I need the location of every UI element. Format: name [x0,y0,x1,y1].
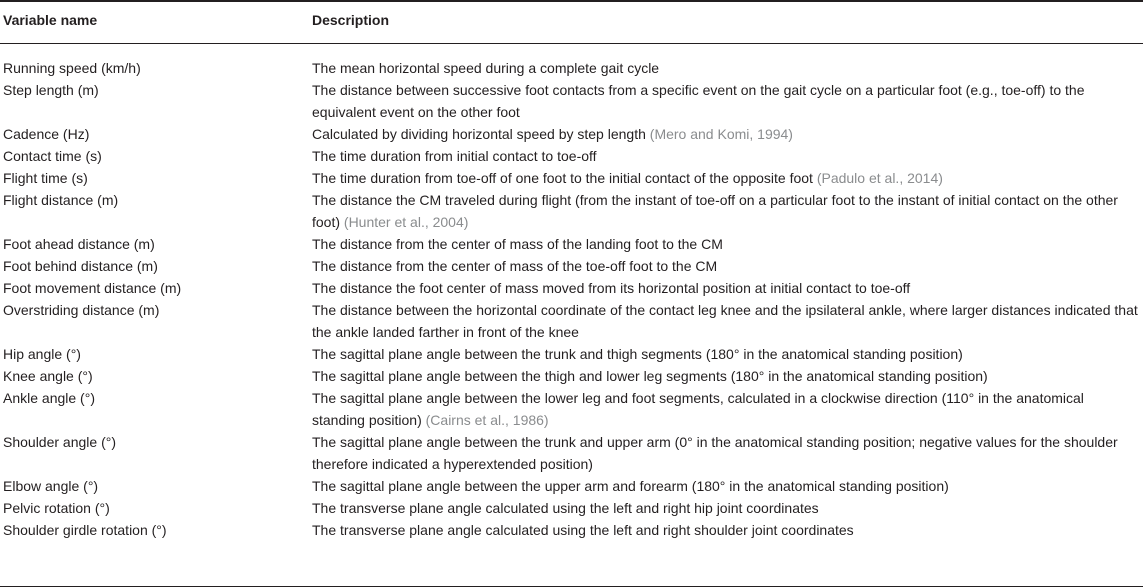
variable-name-cell: Hip angle (°) [3,346,81,362]
description-cell [312,343,1138,365]
table-row [0,519,1143,541]
description-cell [312,233,1138,255]
description-text: The distance between successive foot contacts from a specific event on the gait cycle on a particular foot (e.g., toe-off) to the equivalent event on the other foot [312,82,1085,120]
table-row [0,343,1143,365]
variable-name-cell: Shoulder girdle rotation (°) [3,522,167,538]
citation-link[interactable]: (Hunter et al., 2004) [343,214,469,230]
description-cell [312,431,1138,475]
variable-name-cell: Foot behind distance (m) [3,258,158,274]
description-text: The sagittal plane angle between the trunk and thigh segments (180° in the anatomical standing position) [312,346,963,362]
variable-name-cell: Overstriding distance (m) [3,302,160,318]
description-text: The transverse plane angle calculated using the left and right hip joint coordinates [312,500,819,516]
table-row [0,387,1143,431]
description-cell [312,475,1138,497]
citation-link[interactable]: (Mero and Komi, 1994) [649,126,793,142]
citation-link[interactable]: (Cairns et al., 1986) [425,412,549,428]
table-row [0,145,1143,167]
description-text: The sagittal plane angle between the lower leg and foot segments, calculated in a clockwise direction (110° in the anatomical standing position) [312,390,1084,428]
table-row [0,431,1143,475]
description-text: The transverse plane angle calculated using the left and right shoulder joint coordinates [312,522,854,538]
description-text: The distance between the horizontal coordinate of the contact leg knee and the ipsilateral ankle, where larger distances indicated that the ankle landed farther in front of the knee [312,302,1138,340]
description-text: The distance the foot center of mass moved from its horizontal position at initial contact to toe-off [312,280,911,296]
description-text: The distance from the center of mass of the toe-off foot to the CM [312,258,718,274]
description-cell [312,255,1138,277]
header-description: Description [312,12,390,28]
description-cell [312,277,1138,299]
variable-name-cell: Pelvic rotation (°) [3,500,110,516]
description-cell [312,79,1138,123]
description-text: The mean horizontal speed during a complete gait cycle [312,60,660,76]
description-cell [312,189,1138,233]
variable-name-cell: Shoulder angle (°) [3,434,116,450]
table-row [0,299,1143,343]
table-row [0,167,1143,189]
table-row [0,233,1143,255]
table-row [0,189,1143,233]
variable-name-cell: Foot movement distance (m) [3,280,182,296]
table-row [0,497,1143,519]
header-variable-name: Variable name [3,12,98,28]
variable-name-cell: Foot ahead distance (m) [3,236,155,252]
citation-link[interactable]: (Padulo et al., 2014) [816,170,943,186]
variable-name-cell: Flight distance (m) [3,192,119,208]
table-body [0,57,1143,541]
table-row [0,255,1143,277]
variable-name-cell: Elbow angle (°) [3,478,99,494]
table-row [0,57,1143,79]
description-cell [312,145,1138,167]
table-row [0,277,1143,299]
table-row [0,79,1143,123]
variable-name-cell: Flight time (s) [3,170,88,186]
variable-name-cell: Running speed (km/h) [3,60,141,76]
variable-name-cell: Knee angle (°) [3,368,93,384]
description-text: The time duration from toe-off of one foot to the initial contact of the opposite foot [312,170,813,186]
description-cell [312,123,1138,145]
description-cell [312,57,1138,79]
description-cell [312,167,1138,189]
description-cell [312,519,1138,541]
description-cell [312,299,1138,343]
variable-name-cell: Cadence (Hz) [3,126,90,142]
table-header [0,12,1143,32]
description-text: The distance from the center of mass of the landing foot to the CM [312,236,723,252]
table-row [0,365,1143,387]
description-text: The distance the CM traveled during flight (from the instant of toe-off on a particular foot to the instant of initial contact on the other foot) [312,192,1118,230]
description-text: The sagittal plane angle between the trunk and upper arm (0° in the anatomical standing position; negative values for the shoulder therefore indicated a hyperextended position) [312,434,1118,472]
table-row [0,123,1143,145]
table-header-rule [0,43,1143,44]
description-text: Calculated by dividing horizontal speed by step length [312,126,646,142]
description-text: The sagittal plane angle between the upper arm and forearm (180° in the anatomical standing position) [312,478,949,494]
description-cell [312,497,1138,519]
description-text: The sagittal plane angle between the thigh and lower leg segments (180° in the anatomical standing position) [312,368,988,384]
table-top-rule [0,0,1143,2]
table-row [0,475,1143,497]
variable-name-cell: Step length (m) [3,82,99,98]
variable-name-cell: Ankle angle (°) [3,390,95,406]
description-cell [312,365,1138,387]
description-cell [312,387,1138,431]
description-text: The time duration from initial contact to toe-off [312,148,597,164]
variable-name-cell: Contact time (s) [3,148,102,164]
